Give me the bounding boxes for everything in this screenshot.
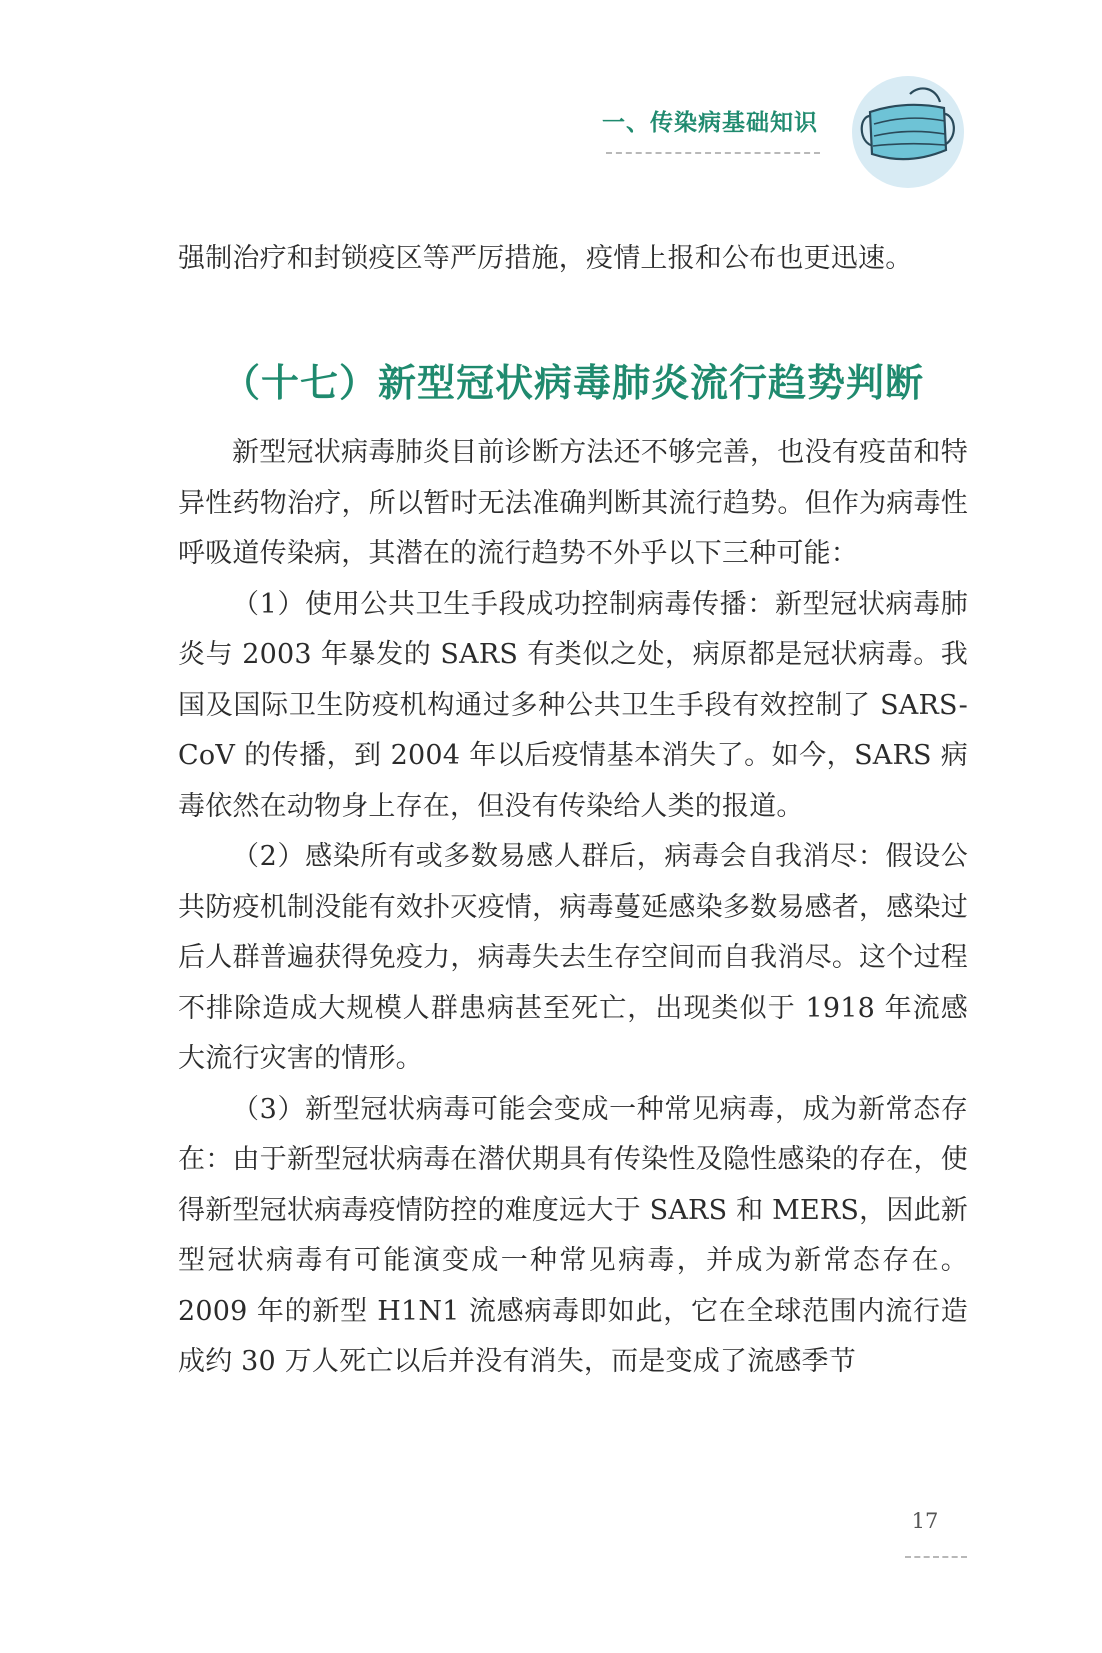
page-number: 17 bbox=[911, 1509, 939, 1533]
running-head: 一、传染病基础知识 bbox=[602, 109, 818, 136]
paragraph-trend-3: （3）新型冠状病毒可能会变成一种常见病毒，成为新常态存在：由于新型冠状病毒在潜伏期具有传染性及隐性感染的存在，使得新型冠状病毒疫情防控的难度远大于 SARS 和 MERS，因此新型冠状病毒有可能演变成一种常见病毒，并成为新常态存在。2009 年的新型 H1N1 流感病毒即如此，它在全球范围内流行造成约 30 万人死亡以后并没有消失，而是变成了流感季节 bbox=[178, 1093, 968, 1377]
section-body bbox=[178, 428, 968, 1388]
paragraph-trend-2: （2）感染所有或多数易感人群后，病毒会自我消尽：假设公共防疫机制没能有效扑灭疫情，病毒蔓延感染多数易感者，感染过后人群普遍获得免疫力，病毒失去生存空间而自我消尽。这个过程不排除造成大规模人群患病甚至死亡，出现类似于 1918 年流感大流行灾害的情形。 bbox=[178, 841, 968, 1074]
page-number-divider bbox=[905, 1556, 967, 1558]
continuation-text bbox=[178, 234, 968, 285]
continuation-paragraph: 强制治疗和封锁疫区等严厉措施，疫情上报和公布也更迅速。 bbox=[178, 243, 913, 274]
running-head-divider bbox=[606, 152, 820, 154]
face-mask-icon bbox=[850, 74, 966, 190]
section-title: （十七）新型冠状病毒肺炎流行趋势判断 bbox=[221, 360, 924, 405]
paragraph-intro: 新型冠状病毒肺炎目前诊断方法还不够完善，也没有疫苗和特异性药物治疗，所以暂时无法准确判断其流行趋势。但作为病毒性呼吸道传染病，其潜在的流行趋势不外乎以下三种可能： bbox=[178, 437, 968, 569]
paragraph-trend-1: （1）使用公共卫生手段成功控制病毒传播：新型冠状病毒肺炎与 2003 年暴发的 SARS 有类似之处，病原都是冠状病毒。我国及国际卫生防疫机构通过多种公共卫生手段有效控制了 SARS-CoV 的传播，到 2004 年以后疫情基本消失了。如今，SARS 病毒依然在动物身上存在，但没有传染给人类的报道。 bbox=[178, 588, 968, 822]
